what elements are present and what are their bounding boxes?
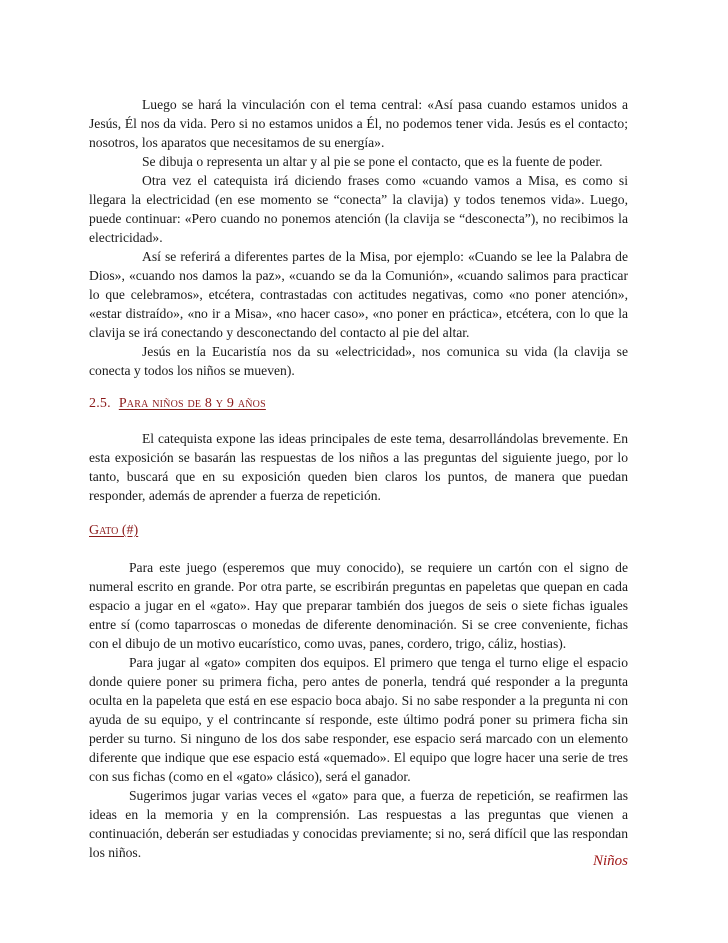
section-number: 2.5.	[89, 396, 111, 411]
paragraph: El catequista expone las ideas principales de este tema, desarrollándolas brevemente. En esta exposición se basarán las respuestas de los niños a las preguntas del siguiente juego, por lo tanto, buscará que en su exposición queden bien claros los puntos, de manera que puedan responder, además de aprender a fuerza de repetición.	[89, 431, 628, 503]
paragraph: Para este juego (esperemos que muy conocido), se requiere un cartón con el signo de numeral escrito en grande. Por otra parte, se escribirán preguntas en papeletas que quepan en cada espacio a jugar en el «gato». Hay que preparar también dos juegos de seis o siete fichas iguales entre sí (como taparroscas o monedas de diferente denominación. Si se cree conveniente, fichas con el dibujo de un motivo eucarístico, como uvas, panes, cordero, trigo, cáliz, hostias).	[89, 560, 628, 651]
paragraph: Así se referirá a diferentes partes de la Misa, por ejemplo: «Cuando se lee la Palabra de Dios», «cuando nos damos la paz», «cuando se da la Comunión», «cuando salimos para practicar lo que celebramos», etcétera, contrastadas con actitudes negativas, como «no poner atención», «estar distraído», «no ir a Misa», «no hacer caso», «no poner en práctica», etcétera, con lo que la clavija se irá conectando y desconectando del contacto al pie del altar.	[89, 249, 628, 340]
paragraph: Se dibuja o representa un altar y al pie se pone el contacto, que es la fuente de poder.	[142, 154, 603, 169]
section-heading	[89, 394, 628, 413]
paragraph: Jesús en la Eucaristía nos da su «electricidad», nos comunica su vida (la clavija se conecta y todos los niños se mueven).	[89, 344, 628, 378]
paragraph: Otra vez el catequista irá diciendo frases como «cuando vamos a Misa, es como si llegara la electricidad (en ese momento se “conecta” la clavija) y todos tenemos vida». Luego, puede continuar: «Pero cuando no ponemos atención (la clavija se “desconecta”), no recibimos la electricidad».	[89, 173, 628, 245]
game-heading: Gato (#)	[89, 523, 139, 538]
section-title: Para niños de 8 y 9 años	[118, 396, 266, 411]
page-footer: Niños	[592, 853, 628, 869]
paragraph: Sugerimos jugar varias veces el «gato» para que, a fuerza de repetición, se reafirmen las ideas en la memoria y en la comprensión. Las respuestas a las preguntas que vienen a continuación, deberán ser estudiadas y conocidas previamente; si no, será difícil que las respondan los niños.	[89, 788, 628, 860]
paragraph: Luego se hará la vinculación con el tema central: «Así pasa cuando estamos unidos a Jesús, Él nos da vida. Pero si no estamos unidos a Él, no podemos tener vida. Jesús es el contacto; nosotros, los aparatos que necesitamos de su energía».	[89, 97, 628, 150]
paragraph: Para jugar al «gato» compiten dos equipos. El primero que tenga el turno elige el espacio donde quiere poner su primera ficha, pero antes de ponerla, tendrá qué responder a la pregunta oculta en la papeleta que está en ese espacio boca abajo. Si no sabe responder a la pregunta ni con ayuda de su equipo, y el contrincante sí responde, este último podrá poner su primera ficha sin perder su turno. Si ninguno de los dos sabe responder, ese espacio será marcado con un elemento diferente que indique que ese espacio está «quemado». El equipo que logre hacer una serie de tres con sus fichas (como en el «gato» clásico), será el ganador.	[89, 655, 628, 784]
page-content	[89, 95, 628, 862]
